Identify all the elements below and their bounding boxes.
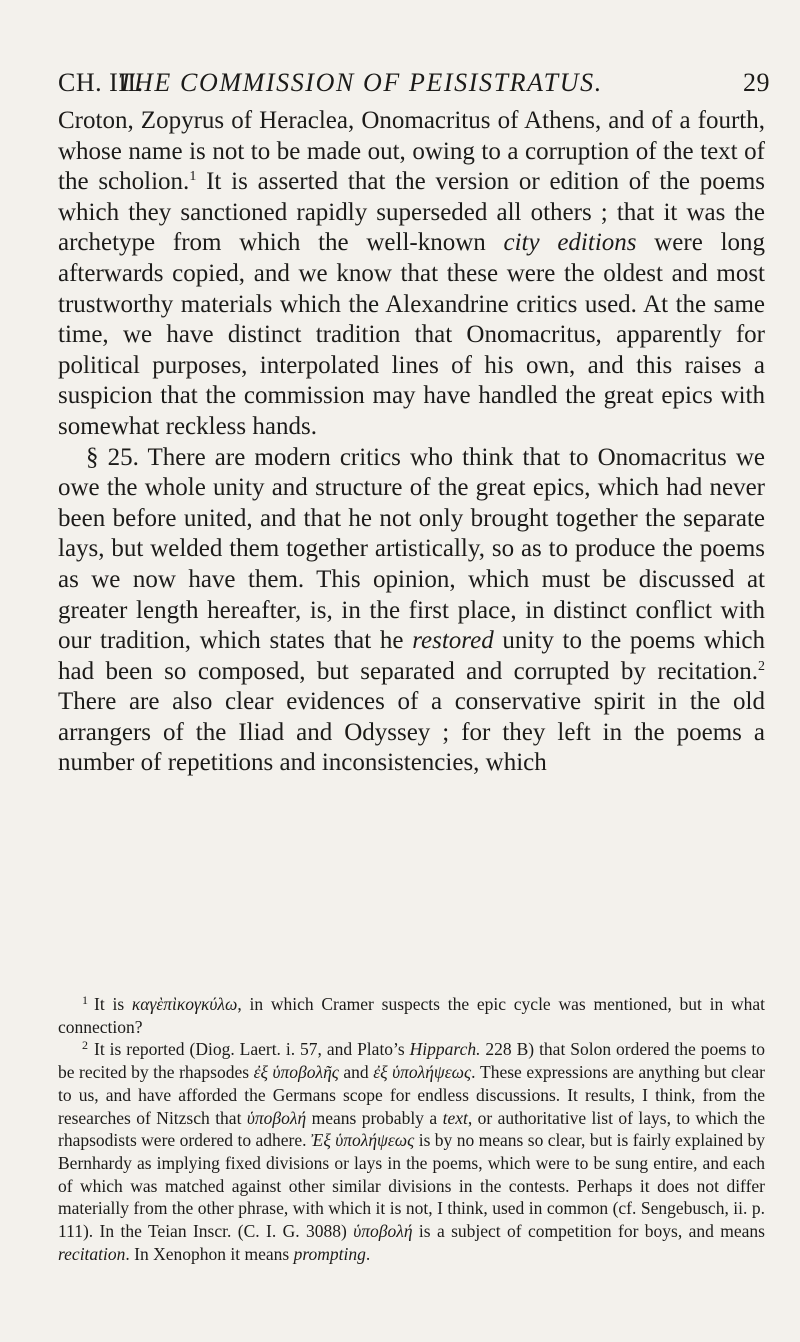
- paragraph-1: [58, 106, 765, 443]
- text-run: means probably a: [306, 1107, 443, 1128]
- footnote-mark: 1: [82, 993, 88, 1007]
- text-run: . These expressions are anything but clear to us, and have afforded the Germans scope for endless discussions. It results, I think, from the researches of Nitzsch that: [58, 1062, 766, 1128]
- text-run: , in which Cramer suspects the epic cycle was mentioned, but in what connection?: [58, 994, 765, 1037]
- text-run: It is asserted that the version or edition of the poems which they sanctioned rapidly superseded all others ; that it was the archetype from which the well-known: [58, 168, 765, 257]
- greek-phrase: ὑποβολή: [353, 1221, 413, 1242]
- footnote-2: [58, 1038, 765, 1265]
- greek-phrase: ἐξ ὑπολήψεως: [373, 1062, 472, 1083]
- text-run: There are also clear evidences of a conservative spirit in the old arrangers of the Iliad and Odyssey ; for they left in the poems a number of repetitions and inconsistencies, which: [58, 688, 765, 777]
- greek-phrase: ὑποβολή: [246, 1107, 307, 1128]
- running-title: THE COMMISSION OF PEISISTRATUS.: [118, 68, 603, 97]
- emphasis-recitation: recitation: [58, 1243, 126, 1264]
- text-run: Croton, Zopyrus of Heraclea, Onomacritus of Athens, and of a fourth, whose name is not to be made out, owing to a corruption of the text of the scholion.: [58, 107, 765, 196]
- text-run: unity to the poems which had been so composed, but separated and corrupted by recitation.: [58, 627, 765, 685]
- footnote-1: [58, 993, 765, 1038]
- text-run: 228 B) that Solon ordered the poems to be recited by the rhapsodes: [58, 1039, 765, 1083]
- page-number: 29: [743, 68, 770, 97]
- emphasis-restored: restored: [412, 627, 494, 655]
- emphasis-prompting: prompting: [293, 1243, 366, 1264]
- footnote-ref-1: 1: [189, 169, 197, 185]
- footnote-ref-2: 2: [758, 658, 765, 674]
- text-run: It is: [94, 994, 132, 1014]
- text-run: .: [365, 1243, 371, 1264]
- text-run: were long afterwards copied, and we know that these were the oldest and most trustworthy materials which the Alexandrine critics used. At the same time, we have distinct tradition that Onomacritus, apparently for political purposes, interpolated lines of his own, and this raises a suspicion that the commission may have handled the great epics with somewhat reckless hands.: [58, 229, 766, 440]
- text-run: § 25. There are modern critics who think that to Onomacritus we owe the whole unity and structure of the great epics, which had never been before united, and that he not only brought together the separate lays, but welded them together artistically, so as to produce the poems as we now have them. This opinion, which must be discussed at greater length hereafter, is, in the first place, in distinct conflict with our tradition, which states that he: [58, 443, 765, 655]
- greek-phrase: Ἐξ ὑπολήψεως: [310, 1130, 415, 1151]
- emphasis-city-editions: city editions: [503, 229, 637, 257]
- emphasis-text: text: [442, 1107, 468, 1128]
- text-run: is a subject of competition for boys, and means: [412, 1221, 765, 1242]
- text-run: is by no means so clear, but is fairly explained by Bernhardy as implying fixed divisions or lays in the poems, which were to be sung entire, and each of which was matched against other similar divisions in the contests. Perhaps it does not differ materially from the other phrase, with which it is not, I think, used in common (cf. Sengebusch, ii. p. 111). In the Teian Inscr. (C. I. G. 3088): [58, 1130, 765, 1242]
- chapter-label: CH. III.: [58, 68, 144, 97]
- text-run: It is reported (Diog. Laert. i. 57, and Plato’s: [94, 1039, 410, 1060]
- footnote-mark: 2: [82, 1038, 88, 1053]
- footnotes: [58, 993, 765, 1265]
- emphasis-hipparch: Hipparch.: [409, 1039, 481, 1060]
- text-run: , or authoritative list of lays, to which the rhapsodists were ordered to adhere.: [58, 1107, 765, 1151]
- main-text: [58, 106, 765, 779]
- text-run: and: [338, 1062, 374, 1083]
- greek-phrase: καγὲπὶκογκύλω: [131, 994, 238, 1014]
- greek-phrase: ἐξ ὑποβολῆς: [253, 1062, 339, 1083]
- text-run: . In Xenophon it means: [125, 1243, 294, 1264]
- paragraph-2: [58, 443, 765, 780]
- running-header: [58, 68, 770, 108]
